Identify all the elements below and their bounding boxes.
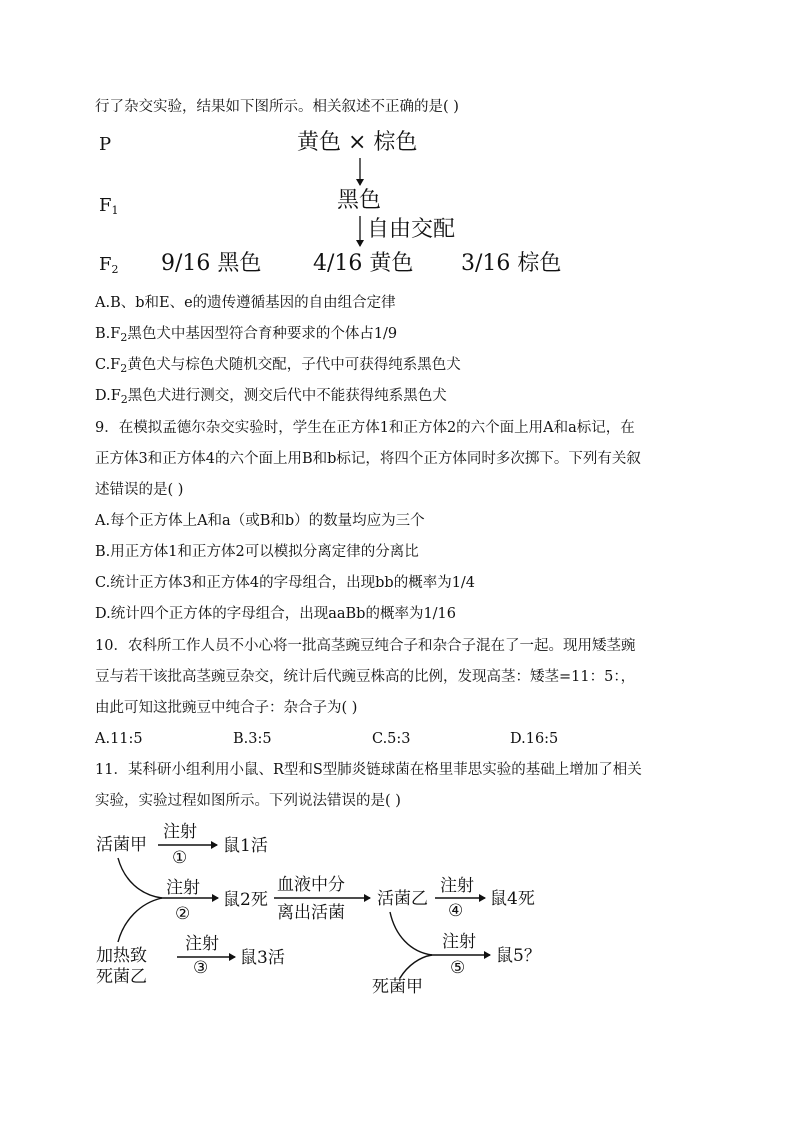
- inject-label-2: 注射: [166, 878, 200, 898]
- q10-option-d: D.16:5: [510, 731, 559, 747]
- curve-live-a: [118, 858, 162, 898]
- live-bacteria-b: 活菌乙: [377, 889, 428, 909]
- q9-option-c: C.统计正方体3和正方体4的字母组合，出现bb的概率为1/4: [95, 575, 476, 591]
- f1-result: 黑色: [337, 188, 382, 213]
- q11-line-1: 11．某科研小组利用小鼠、R型和S型肺炎链球菌在格里菲思实验的基础上增加了相关: [95, 762, 642, 778]
- curve-heat-killed: [118, 898, 162, 942]
- step-5: ⑤: [450, 958, 466, 978]
- q8-intro: 行了杂交实验，结果如下图所示。相关叙述不正确的是( ): [95, 99, 459, 115]
- step-4: ④: [448, 901, 464, 921]
- gen-label-p: P: [99, 134, 112, 155]
- inject-label-3: 注射: [185, 934, 219, 954]
- mouse-3: 鼠3活: [240, 948, 285, 968]
- heat-killed-line-2: 死菌乙: [96, 967, 147, 987]
- q9-line-1: 9．在模拟孟德尔杂交实验时，学生在正方体1和正方体2的六个面上用A和a标记，在: [95, 420, 635, 436]
- mouse-4: 鼠4死: [490, 889, 535, 909]
- q8-option-a: A.B、b和E、e的遗传遵循基因的自由组合定律: [95, 295, 396, 311]
- curve-dead-a: [400, 955, 432, 978]
- step-2: ②: [175, 904, 191, 924]
- f2-result-black: 9/16 黑色: [161, 251, 262, 276]
- q10-option-a: A.11:5: [95, 731, 143, 747]
- mouse-5: 鼠5？: [496, 946, 541, 966]
- f1-arrow-label: 自由交配: [367, 217, 456, 242]
- gen-label-f1: $F_1$: [99, 195, 119, 217]
- step-3: ③: [193, 958, 209, 978]
- q9-option-d: D.统计四个正方体的字母组合，出现aaBb的概率为1/16: [95, 606, 457, 622]
- dead-bacteria-a: 死菌甲: [372, 977, 423, 997]
- inject-label-4: 注射: [440, 876, 474, 896]
- blood-separation-line-2: 离出活菌: [277, 903, 345, 923]
- q10-line-3: 由此可知这批豌豆中纯合子：杂合子为( ): [95, 700, 358, 716]
- q10-line-1: 10．农科所工作人员不小心将一批高茎豌豆纯合子和杂合子混在了一起。现用矮茎豌: [95, 638, 636, 654]
- mouse-2: 鼠2死: [223, 890, 268, 910]
- mouse-1: 鼠1活: [223, 836, 268, 856]
- q8-option-b: $B.F_2$黑色犬中基因型符合育种要求的个体占1/9: [95, 326, 398, 344]
- q9-line-3: 述错误的是( ): [95, 482, 184, 498]
- inject-label-1: 注射: [163, 822, 197, 842]
- step-1: ①: [172, 848, 188, 868]
- q8-option-c: $C.F_2$黄色犬与棕色犬随机交配，子代中可获得纯系黑色犬: [95, 357, 461, 375]
- q9-option-b: B.用正方体1和正方体2可以模拟分离定律的分离比: [95, 544, 419, 560]
- blood-separation-line-1: 血液中分: [277, 875, 345, 895]
- q10-option-b: B.3:5: [233, 731, 272, 747]
- q9-option-a: A.每个正方体上A和a（或B和b）的数量均应为三个: [95, 513, 425, 529]
- inject-label-5: 注射: [442, 932, 476, 952]
- q9-line-2: 正方体3和正方体4的六个面上用B和b标记，将四个正方体同时多次掷下。下列有关叙: [95, 451, 641, 467]
- live-bacteria-a: 活菌甲: [96, 835, 147, 855]
- q10-line-2: 豆与若干该批高茎豌豆杂交，统计后代豌豆株高的比例，发现高茎：矮茎=11：5：，: [95, 669, 636, 685]
- q11-line-2: 实验，实验过程如图所示。下列说法错误的是( ): [95, 793, 401, 809]
- q10-option-c: C.5:3: [372, 731, 411, 747]
- heat-killed-line-1: 加热致: [96, 946, 147, 966]
- gen-label-f2: $F_2$: [99, 254, 119, 276]
- f2-result-brown: 3/16 棕色: [461, 251, 562, 276]
- curve-live-b: [390, 912, 432, 955]
- parent-cross: 黄色 × 棕色: [297, 130, 418, 155]
- f2-result-yellow: 4/16 黄色: [313, 251, 414, 276]
- q8-option-d: $D.F_2$黑色犬进行测交，测交后代中不能获得纯系黑色犬: [95, 388, 447, 406]
